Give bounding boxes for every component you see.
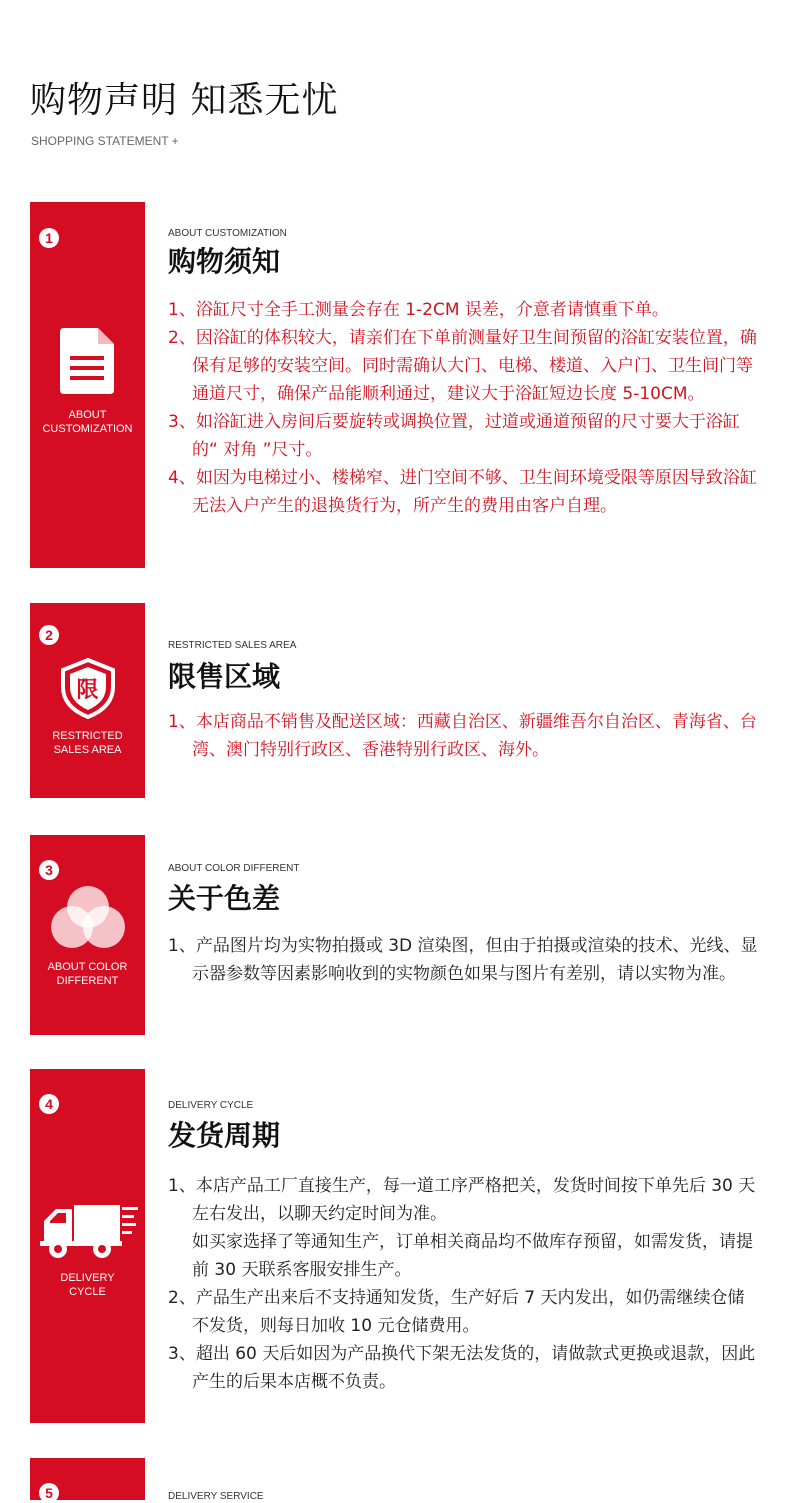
document-icon [30, 328, 145, 398]
list-item: 3、超出 60 天后如因为产品换代下架无法发货的，请做款式更换或退款，因此产生的后果本店概不负责。 [168, 1344, 756, 1392]
section-side-label: ABOUT COLOR DIFFERENT [47, 961, 128, 987]
section-restricted-area [30, 603, 760, 798]
section-en-label: DELIVERY SERVICE [168, 1491, 264, 1502]
list-item: 4、如因为电梯过小、楼梯窄、进门空间不够、卫生间环境受限等原因导致浴缸无法入户产生的退换货行为，所产生的费用由客户自理。 [168, 468, 757, 516]
section-sidebar [30, 835, 145, 1035]
section-delivery-service [30, 1458, 760, 1500]
section-title: 限售区域 [168, 660, 281, 693]
section-delivery-cycle [30, 1069, 760, 1423]
section-sidebar [30, 1458, 145, 1500]
section-title: 购物须知 [168, 245, 281, 278]
section-color-difference [30, 835, 760, 1035]
list-item: 3、如浴缸进入房间后要旋转或调换位置，过道或通道预留的尺寸要大于浴缸的“ 对角 ”尺寸。 [168, 412, 740, 460]
list-item: 1、本店商品不销售及配送区域：西藏自治区、新疆维吾尔自治区、青海省、台湾、澳门特别行政区、香港特别行政区、海外。 [168, 712, 757, 760]
section-number: 2 [39, 625, 59, 645]
shield-icon-text: 限 [76, 678, 99, 703]
section-items [168, 1172, 760, 1396]
list-item: 2、因浴缸的体积较大，请亲们在下单前测量好卫生间预留的浴缸安装位置，确保有足够的安装空间。同时需确认大门、电梯、楼道、入户门、卫生间门等通道尺寸，确保产品能顺利通过，建议大于浴缸短边长度 5-10CM。 [168, 328, 757, 404]
list-item: 1、本店产品工厂直接生产，每一道工序严格把关，发货时间按下单先后 30 天左右发出，以聊天约定时间为准。 [168, 1176, 756, 1224]
list-item: 1、产品图片均为实物拍摄或 3D 渲染图，但由于拍摄或渲染的技术、光线、显示器参数等因素影响收到的实物颜色如果与图片有差别，请以实物为准。 [168, 936, 758, 984]
color-circles-icon [30, 883, 145, 955]
section-sidebar [30, 603, 145, 798]
section-sidebar [30, 202, 145, 568]
section-sidebar [30, 1069, 145, 1423]
list-item: 1、浴缸尺寸全手工测量会存在 1-2CM 误差，介意者请慎重下单。 [168, 300, 669, 320]
section-items [168, 932, 760, 988]
list-item: 如买家选择了等通知生产，订单相关商品均不做库存预留，如需发货，请提前 30 天联系客服安排生产。 [192, 1232, 753, 1280]
section-en-label: DELIVERY CYCLE [168, 1100, 254, 1111]
section-en-label: ABOUT CUSTOMIZATION [168, 228, 287, 239]
shield-icon [30, 657, 145, 723]
section-number: 4 [39, 1094, 59, 1114]
section-title: 关于色差 [168, 882, 281, 915]
section-items [168, 296, 760, 520]
section-customization [30, 202, 760, 568]
delivery-truck-icon [30, 1199, 145, 1265]
section-number: 1 [39, 228, 59, 248]
section-title: 发货周期 [168, 1119, 281, 1152]
page-subtitle: SHOPPING STATEMENT + [31, 134, 179, 148]
section-side-label: RESTRICTED SALES AREA [52, 730, 123, 756]
list-item: 2、产品生产出来后不支持通知发货，生产好后 7 天内发出，如仍需继续仓储不发货，则每日加收 10 元仓储费用。 [168, 1288, 745, 1336]
section-en-label: ABOUT COLOR DIFFERENT [168, 863, 300, 874]
section-number: 3 [39, 860, 59, 880]
section-side-label: ABOUT CUSTOMIZATION [42, 409, 133, 435]
section-items [168, 708, 760, 764]
page-title: 购物声明 知悉无忧 [30, 80, 339, 121]
section-number: 5 [39, 1483, 59, 1503]
section-side-label: DELIVERY CYCLE [60, 1272, 115, 1298]
section-en-label: RESTRICTED SALES AREA [168, 640, 297, 651]
